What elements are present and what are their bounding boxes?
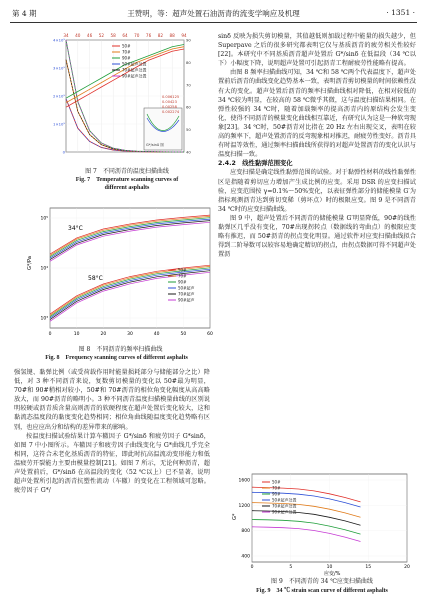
fig7-legend-label: 70# [122, 49, 131, 55]
fig7-legend-label: 90# [122, 55, 131, 61]
fig7-x-tick-label: 58 [110, 33, 116, 38]
fig9-legend-label: 90#超声处置 [272, 509, 297, 515]
fig9-legend-label: 50#超声处置 [272, 497, 297, 503]
fig8-legend-label: 90# [178, 279, 187, 285]
fig8-x-tick-label: 40 [153, 332, 160, 337]
fig8-x-tick-label: 20 [100, 332, 107, 337]
fig9-legend-label: 90# [272, 491, 281, 497]
left-paragraph-2: 按温度扫描试验结果计算车辙因子 G*/sinδ 和疲劳因子 G*sinδ，如图 7 中小图所示。车辙因子和疲劳因子曲线变化与 G*曲线几乎完全相同，这符合未老化基质沥青的特征，即此时抗高温流动变形能力和低温疲劳开裂能力主要由模量控制[21]。如图 7 所示，无论何种沥青，超声处置前后，G*/sinδ 在高温段的变化（52 ℃以上）已不显著，说明超声处置所引起的沥青抗塑性流动（车辙）的变化在工程领域可忽略。疲劳因子 G*/ [14, 432, 210, 495]
fig9-legend-label: 50# [272, 479, 281, 485]
fig8-x-tick-label: 30 [127, 332, 133, 337]
fig7-inset [144, 108, 182, 150]
fig7-x-tick-label: 52 [98, 33, 105, 38]
fig9-x-tick-label: 10 [326, 565, 333, 570]
header-rule [10, 22, 417, 23]
fig8-legend-label: 70#超声 [178, 291, 195, 297]
fig8-y-unit: G*/Pa [27, 256, 33, 270]
fig7-y-left-tick-label: 0 [62, 149, 65, 155]
fig9-x-tick-label: 20 [404, 565, 410, 570]
fig7-x-tick-label: 46 [86, 33, 93, 38]
fig7-y-right-tick-label: 40 [186, 149, 191, 155]
right-paragraph-2: 由图 8 频率扫描曲线可知，34 ℃和 58 ℃两个代表温度下，超声处置前后沥青的曲线变化趋势基本一致，表明沥青剪切模量的时间依赖性没有大的变化。超声处置后沥青的频率扫描曲线相对降低，在相对较低的 34 ℃较为明显，在较高的 58 ℃微乎其微，这与温度扫描结果相同。在弹性较强的 34 ℃时，随着加载频率的提高沥青内的原结构会发生变化，使得不同沥青的模量变化曲线相互靠近，有研究认为这是一种软弯现象[23]。34 ℃时，50#沥青对比指在 20 Hz 左右出现交叉，表明在较高的频率下，超声处置沥青的反弯现象相对推迟，耐疲劳性变好。沥青具有时温等效性，通过频率扫描曲线所获得的对超声处置沥青的变化认识与温度扫描一致。 [218, 69, 416, 159]
fig7-caption-cn: 图 7 不同沥青的温度扫描曲线 [85, 168, 169, 175]
right-paragraph-1: sinδ 反映为损失剪切模量，其值越低则加载过程中能量的损失越少，但 Superpave 之后的很多研究都表明它仅与基质沥青的疲劳相关性较好[22]。本研究中不同基质沥青超声处置后 G*/sinδ 在低温段（34 ℃以下）小幅度下降，说明超声处置可引起沥青工程耐疲劳性能略有提高。 [218, 33, 416, 68]
fig7-x-ticks [63, 33, 187, 38]
fig9-y-label: G* [232, 513, 238, 520]
fig9-caption-cn: 图 9 不同沥青的 34 ℃应变扫描曲线 [271, 578, 373, 585]
fig9-legend-label: 70#超声处置 [272, 503, 297, 509]
fig8-x-tick-label: 60 [207, 332, 213, 337]
fig7-legend-label: 90#超声处置 [122, 73, 147, 79]
fig8-x-ticks [49, 331, 213, 337]
fig8-caption-cn: 图 8 不同沥青的频率扫描曲线 [78, 346, 163, 353]
section-heading: 2.4.2 线性黏弹范围变化 [218, 160, 293, 168]
fig9-legend-label: 70# [272, 485, 281, 491]
fig7-x-tick-label: 34 [63, 33, 69, 38]
fig8-y-tick-label: 10³ [40, 316, 48, 322]
fig9-y-tick-label: 1200 [238, 503, 250, 509]
figure-9-strain-sweep [232, 470, 412, 580]
fig7-y-right-tick-label: 70 [186, 82, 191, 88]
fig7-annotation: 0.002274 [162, 110, 180, 114]
fig9-y-tick-label: 1600 [238, 478, 250, 484]
running-title: 王赞明，等：超声处置石油沥青的流变学响应及机理 [127, 9, 300, 18]
fig8-y-tick-label: 10⁵ [40, 216, 48, 222]
fig9-x-tick-label: 15 [365, 565, 372, 570]
fig9-caption-en: Fig. 9 34 ℃ strain scan curve of different asphalts [256, 588, 388, 594]
fig9-y-tick-label: 400 [241, 554, 250, 560]
fig7-y-left-ticks [53, 38, 66, 155]
fig9-x-tick-label: 0 [250, 565, 254, 570]
fig8-caption-en: Fig. 8 Frequency scanning curves of different asphalts [45, 355, 188, 361]
fig8-label-58: 58°C [88, 275, 103, 282]
fig8-legend-label: 50#超声 [178, 285, 195, 291]
right-paragraph-3: 应变扫描是确定线性黏弹范围的试验。对于黏弹性材料的线性黏弹性区是指随着剪切应力增加产生成比例的应变。采用 DSR 的应变扫描试验，应变范围按 γ=0.1%～50%变化，以表征弹性部分的储能模量 G′为指标观测沥青达到剪切变稀（剪坏点）时的极限应变。图 9 是不同沥青 34 ℃时的应变扫描曲线。 [218, 169, 416, 213]
fig7-inset-label: G*/sinδ 图 [146, 143, 164, 147]
left-paragraph-1: 强氢键、黏弹比例（或受荷载作用时能量损耗部分与储能部分之比）降低，对 3 种不同沥青来说，复数剪切模量的变化以 50#最为明显，70#和 90#稍相对较小，50#和 70#沥青的相位角变化幅度从高高略放大，而 90#沥青的略明小。3 种不同沥青温度扫描模量曲线的区别说明较硬或沥青质含量高则沥青的软硬程度在超声处置后变化较大，这和黏流态温度段的黏度变化趋势相同；相位角曲线随温度变化趋势略有区别，也应应出分和结构的差异带来的影响。 [14, 369, 210, 431]
fig9-y-ticks [239, 478, 251, 560]
fig8-x-tick-label: 10 [73, 332, 80, 337]
fig8-label-34: 34°C [68, 225, 83, 232]
fig7-caption-en-2: different asphalts [104, 185, 150, 191]
fig9-y-tick-label: 800 [241, 529, 250, 535]
fig7-x-tick-label: 94 [181, 33, 187, 38]
fig8-y-ticks [40, 216, 48, 322]
fig7-y-left-tick-label: 3×10⁵ [53, 65, 65, 71]
fig7-x-tick-label: 76 [145, 33, 152, 38]
fig7-y-right-ticks [186, 38, 191, 155]
fig7-legend-label: 50# [122, 43, 131, 49]
fig7-y-right-tick-label: 80 [186, 59, 191, 65]
fig7-y-right-tick-label: 60 [186, 104, 191, 110]
fig8-y-tick-label: 10⁴ [40, 266, 48, 272]
right-paragraph-4: 图 9 中，超声处置后不同沥青的储能模量 G′明显降低，90#的线性黏弹区几乎没有变化，70#出现拐转点（数据线的弯曲点）的极限应变略有推迟，而 50#沥青的拐点变化明显。通过软件对应变扫描曲线拟合得到二阶导数可以较容易地确定精切的拐点，由拐点数据可得不同超声处置沥 [218, 214, 416, 259]
fig8-legend-label: 70# [178, 273, 187, 279]
fig7-legend-label: 70#超声处置 [122, 67, 147, 73]
fig7-y-left-tick-label: 1×10⁵ [53, 121, 65, 127]
fig9-x-tick-label: 5 [289, 565, 293, 570]
fig7-y-left-tick-label: 4×10⁵ [53, 37, 65, 43]
figure-7-temperature-sweep [52, 28, 202, 168]
fig7-x-tick-label: 70 [134, 33, 140, 38]
fig8-x-tick-label: 0 [48, 332, 52, 337]
fig7-x-tick-label: 88 [169, 33, 175, 38]
fig7-x-tick-label: 82 [157, 33, 164, 38]
fig8-legend-label: 50# [178, 267, 187, 273]
fig7-caption-en-1: Fig. 7 Temperature scanning curves of [75, 177, 179, 183]
fig7-x-tick-label: 64 [122, 33, 128, 38]
fig7-x-tick-label: 40 [75, 33, 81, 38]
fig9-x-label: 应变/% [324, 571, 341, 577]
fig7-annotation: 0.00423 [162, 100, 177, 104]
left-column-text [14, 368, 210, 495]
page-number: · 1351 · [386, 8, 415, 17]
fig7-y-right-tick-label: 50 [186, 127, 191, 133]
fig8-legend-label: 90#超声 [178, 297, 195, 303]
fig7-y-right-tick-label: 90 [186, 37, 191, 43]
right-column-text [218, 32, 416, 259]
fig8-x-tick-label: 50 [180, 332, 187, 337]
fig7-legend-label: 50#超声处置 [122, 61, 147, 67]
figure-8-frequency-sweep [28, 200, 213, 343]
fig7-y-left-tick-label: 2×10⁵ [53, 93, 65, 99]
fig9-x-ticks [251, 564, 410, 570]
fig7-annotation: 0.00258 [162, 105, 177, 109]
fig7-annotation: 0.006125 [162, 95, 180, 99]
issue-number: 第 4 期 [12, 9, 37, 18]
